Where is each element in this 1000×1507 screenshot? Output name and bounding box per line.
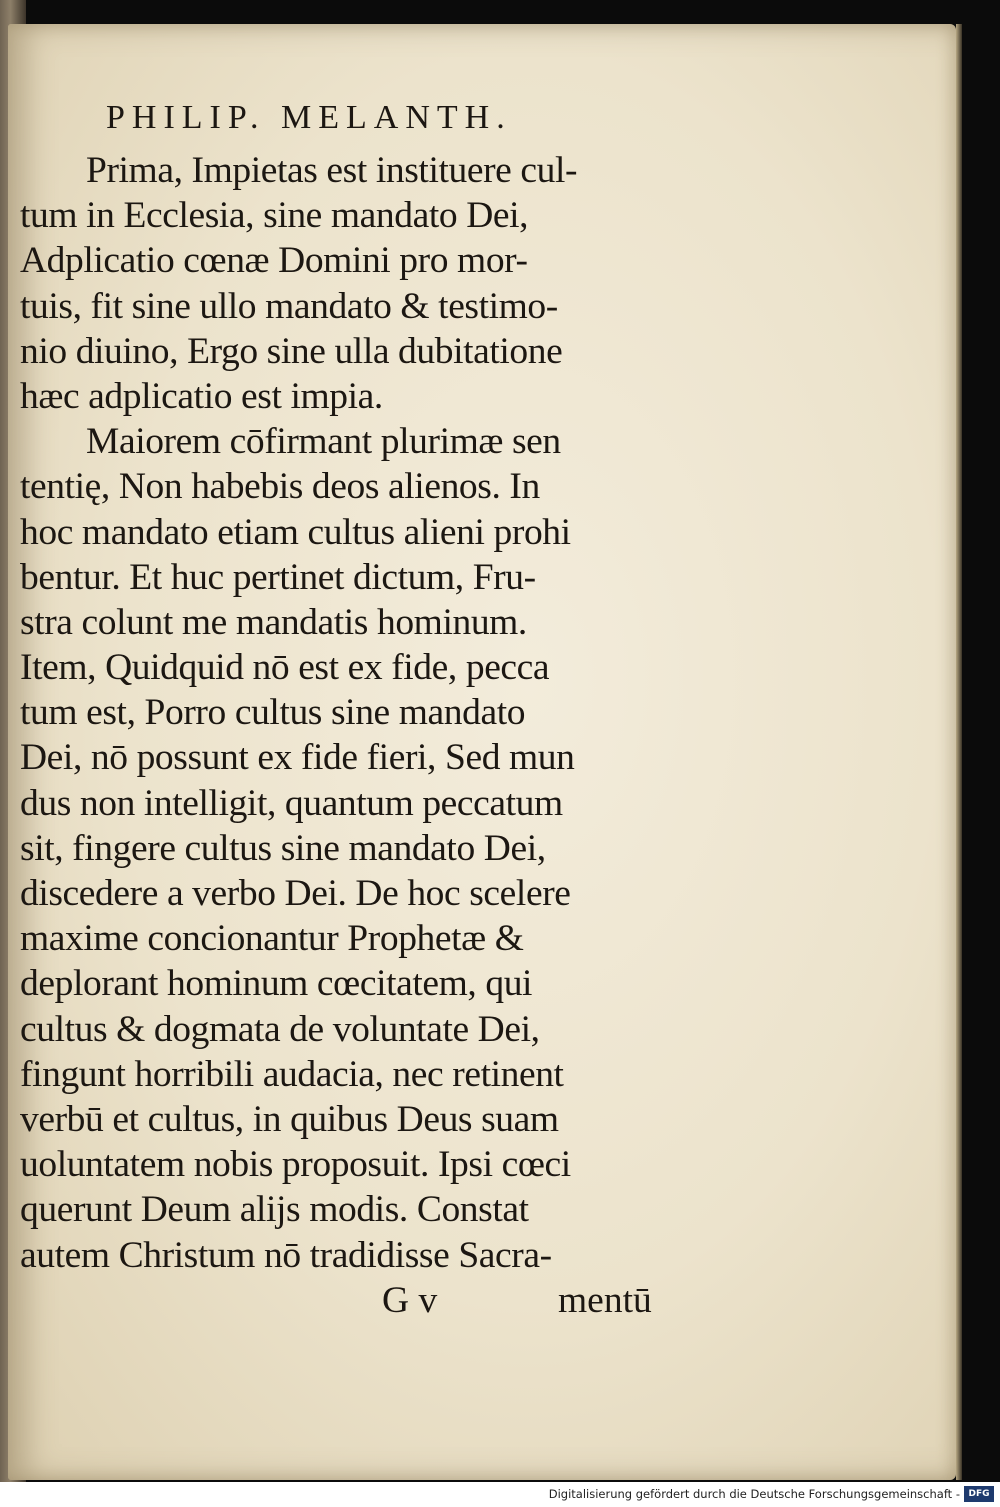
text-line: hoc mandato etiam cultus alieni prohi	[20, 511, 571, 553]
text-line: Prima, Impietas est instituere cul-	[86, 150, 578, 191]
text-line: cultus & dogmata de voluntate Dei,	[20, 1008, 540, 1050]
page-edge-shadow	[956, 24, 962, 1480]
text-line: discedere a verbo Dei. De hoc scelere	[20, 873, 571, 914]
text-line: verbū et cultus, in quibus Deus suam	[20, 1098, 559, 1140]
text-line: Maiorem cōfirmant plurimæ sen	[86, 421, 561, 463]
funding-credit: Digitalisierung gefördert durch die Deutsche Forschungsgemeinschaft -	[548, 1487, 960, 1501]
text-line: deplorant hominum cœcitatem, qui	[20, 963, 533, 1005]
text-line: tum est, Porro cultus sine mandato	[20, 692, 526, 734]
text-line: tuis, fit sine ullo mandato & testimo-	[20, 285, 558, 327]
text-line: sit, fingere cultus sine mandato Dei,	[20, 827, 546, 869]
dfg-logo-icon: DFG	[964, 1486, 994, 1502]
text-line: querunt Deum alijs modis. Constat	[20, 1189, 529, 1231]
page-footer-line	[20, 1278, 670, 1324]
text-line: fingunt horribili audacia, nec retinent	[20, 1053, 564, 1095]
text-line: hæc adplicatio est impia.	[20, 375, 383, 417]
text-line: tum in Ecclesia, sine mandato Dei,	[20, 195, 529, 237]
running-head: PHILIP. MELANTH.	[106, 99, 512, 136]
text-line: tentię, Non habebis deos alienos. In	[20, 466, 540, 508]
text-line: autem Christum nō tradidisse Sacra-	[20, 1234, 552, 1276]
text-line: stra colunt me mandatis hominum.	[20, 601, 527, 643]
book-page	[8, 24, 956, 1480]
text-line: maxime concionantur Prophetæ &	[20, 918, 524, 960]
text-line: bentur. Et huc pertinet dictum, Fru-	[20, 556, 536, 598]
text-line: dus non intelligit, quantum peccatum	[20, 782, 563, 824]
text-line: Adplicatio cœnæ Domini pro mor-	[20, 240, 528, 282]
text-line: uoluntatem nobis proposuit. Ipsi cœci	[20, 1144, 571, 1186]
text-line: Dei, nō possunt ex fide fieri, Sed mun	[20, 737, 575, 779]
page-text-block	[20, 96, 670, 1324]
body-text	[20, 148, 670, 1278]
text-line: Item, Quidquid nō est ex fide, pecca	[20, 647, 550, 689]
catchword: mentū	[558, 1279, 652, 1321]
digitization-footer	[0, 1482, 1000, 1507]
text-line: nio diuino, Ergo sine ulla dubitatione	[20, 330, 563, 372]
signature-mark: G v	[382, 1279, 438, 1321]
